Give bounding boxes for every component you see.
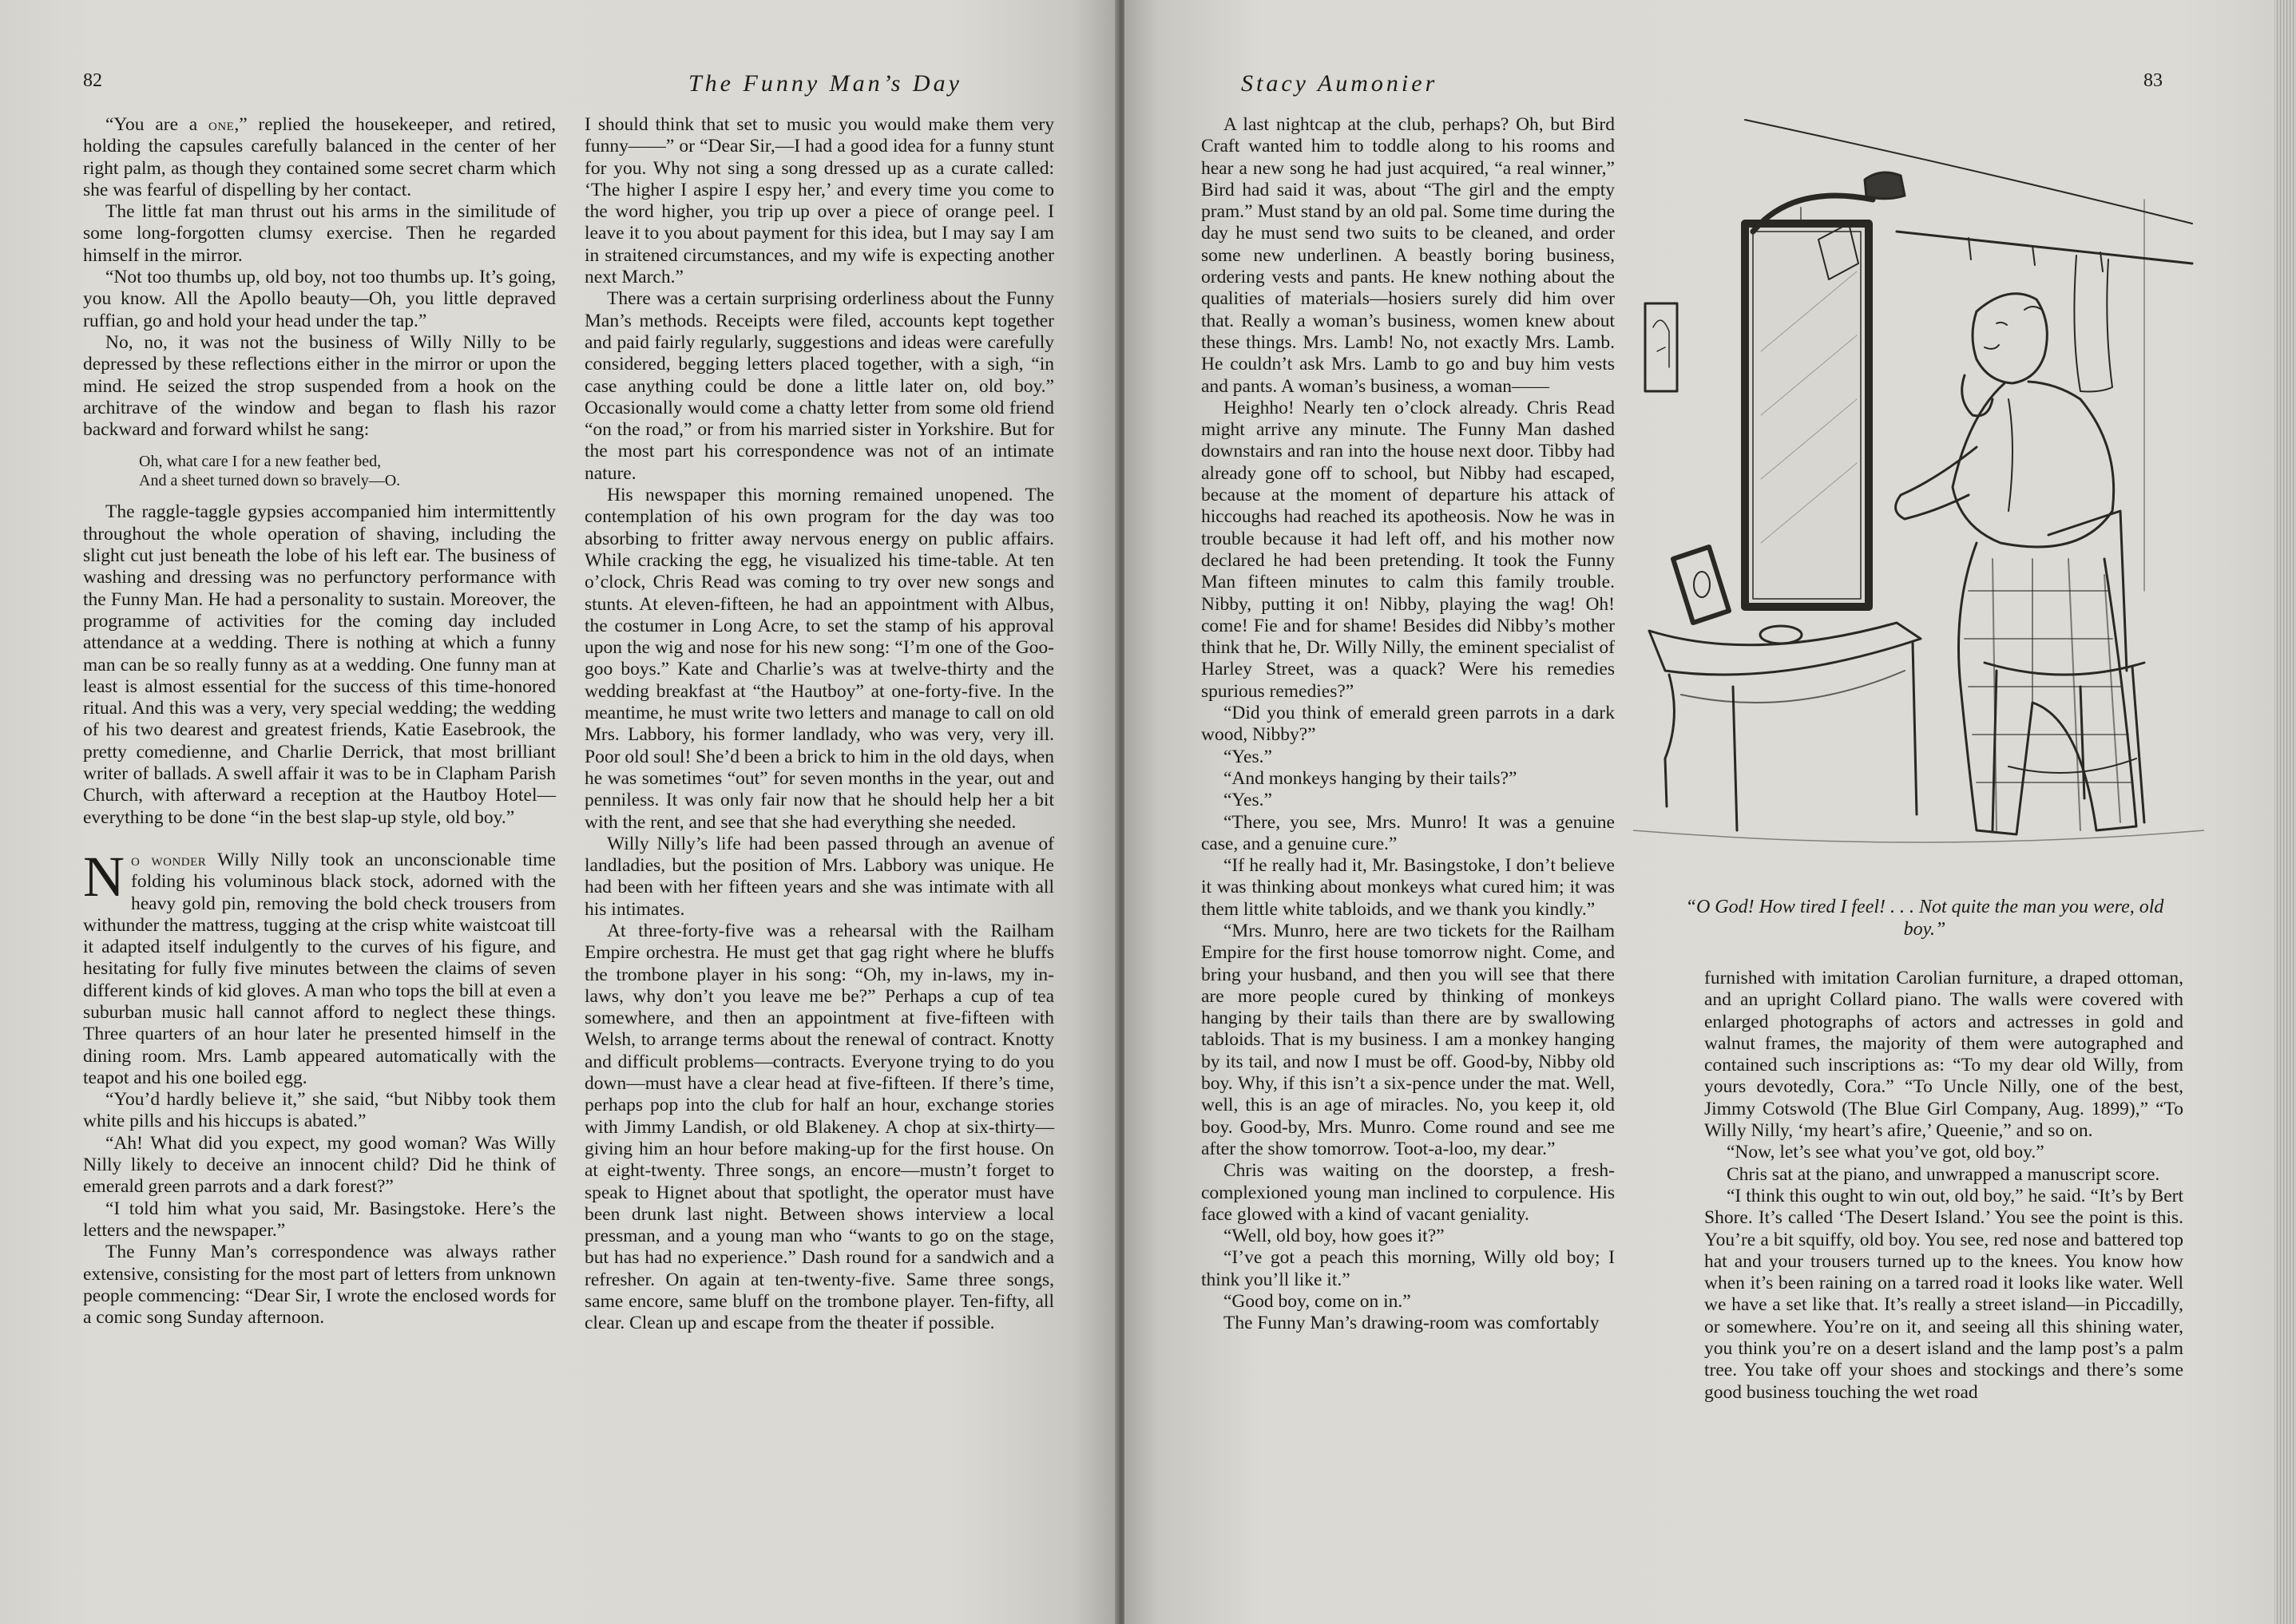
paragraph: “If he really had it, Mr. Basingstoke, I don’t believe it was thinking about monkeys what cured him; it was them little white tabloids, and we thank you kindly.”	[1201, 855, 1615, 920]
left-column-2	[585, 114, 1054, 1335]
paragraph: “Not too thumbs up, old boy, not too thumbs up. It’s going, you know. All the Apollo beauty—Oh, you little depraved ruffian, go and hold your head under the tap.”	[83, 267, 556, 331]
right-column-1	[1201, 114, 1615, 1335]
paragraph: “There, you see, Mrs. Munro! It was a genuine case, and a genuine cure.”	[1201, 811, 1615, 854]
page-edges	[2274, 0, 2296, 1624]
page-number: 82	[83, 70, 102, 91]
illustration-caption: “O God! How tired I feel! . . . Not quite the man you were, old boy.”	[1685, 897, 2164, 940]
paragraph: I should think that set to music you would make them very funny——” or “Dear Sir,—I had a good idea for a funny stunt for you. Why not sing a song dressed up as a curate called: ‘The higher I aspire I espy her,’ and every time you come to the word higher, you trip up over a piece of orange peel. I leave it to you about payment for this idea, but I may say I am in straitened circumstances, and my wife is expecting another next March.”	[585, 114, 1054, 288]
paragraph: The Funny Man’s correspondence was always rather extensive, consisting for the most part of letters from unknown people commencing: “Dear Sir, I wrote the enclosed words for a comic song Sunday afternoon.	[83, 1242, 556, 1329]
song-verse	[83, 452, 556, 490]
running-head-author: Stacy Aumonier	[1241, 70, 1438, 97]
running-head-title: The Funny Man’s Day	[688, 70, 962, 97]
paragraph: “You are a one,” replied the housekeeper, and retired, holding the capsules carefully balanced in the center of her right palm, as though they contained some secret charm which she was fearful of dispelling by her contact.	[83, 114, 557, 200]
paragraph: At three-forty-five was a rehearsal with the Railham Empire orchestra. He must get that gag right where he bluffs the trombone player in his song: “Oh, my in-laws, my in-laws, why don’t you leave me be?” Perhaps a cup of tea somewhere, and then an appointment at five-fifteen with Welsh, to arrange terms about the renewal of contract. Knotty and difficult problems—contracts. Everyone trying to do you down—must have a clear head at five-fifteen. If there’s time, perhaps pop into the club for half an hour, exchange stories with Jimmy Landish, or old Blakeney. A chop at six-thirty—giving him an hour before making-up for the first house. On at eight-twenty. Three songs, an encore—mustn’t forget to speak to Hignet about that spotlight, the operator must have been drunk last night. Between shows interview a local pressman, and a young man who “wants to go on the stage, but has had no experience.” Dash round for a sandwich and a refresher. On again at ten-twenty-five. Same three songs, same encore, same bluff on the trombone player. Ten-fifty, all clear. Clean up and escape from the theater if possible.	[585, 920, 1054, 1334]
paragraph: “Mrs. Munro, here are two tickets for the Railham Empire for the first house tomorrow night. Come, and bring your husband, and then you will see that there are more people cured by thinking of monkeys hanging by their tails than there are by swallowing tabloids. That is my business. I am a monkey hanging by its tail, and now I must be off. Good-by, Nibby old boy. Why, if this isn’t a six-pence under the mat. Well, well, this is an age of miracles. No, you keep it, old boy. Good-by, Mrs. Munro. Come round and see me after the show tomorrow. Toot-a-loo, my dear.”	[1201, 920, 1615, 1159]
paragraph: “I’ve got a peach this morning, Willy old boy; I think you’ll like it.”	[1201, 1247, 1615, 1290]
paragraph: Chris sat at the piano, and unwrapped a manuscript score.	[1727, 1163, 2160, 1185]
verse-line: And a sheet turned down so bravely—O.	[139, 472, 401, 490]
left-page	[0, 0, 1118, 1624]
paragraph: Chris was waiting on the doorstep, a fresh-complexioned young man inclined to corpulence. His face glowed with a kind of vacant geniality.	[1201, 1160, 1615, 1225]
page-number: 83	[2143, 70, 2163, 91]
paragraph: “You’d hardly believe it,” she said, “but Nibby took them white pills and his hiccups is abated.”	[83, 1089, 556, 1132]
section-opening-paragraph: No wonder Willy Nilly took an unconscionable time folding his voluminous black stock, adorned with the heavy gold pin, removing the bold check trousers from withunder the mattress, tugging at the crisp white waistcoat till it adapted itself indulgently to the curves of his figure, and hesitating for fully five minutes between the claims of seven different kinds of kid gloves. A man who tops the bill at even a suburban music hall cannot afford to neglect these things. Three quarters of an hour later he presented himself in the dining room. Mrs. Lamb appeared automatically with the teapot and his one boiled egg.	[83, 844, 556, 1088]
paragraph: His newspaper this morning remained unopened. The contemplation of his own program for the day was too absorbing to fritter away nervous energy on public affairs. While cracking the egg, he visualized his time-table. At ten o’clock, Chris Read was coming to try over new songs and stunts. At eleven-fifteen, he had an appointment with Albus, the costumer in Long Acre, to set the stamp of his approval upon the wig and nose for his new song: “I’m one of the Goo-goo boys.” Kate and Charlie’s was at twelve-thirty and the wedding breakfast at “the Hautboy” at one-forty-five. In the meantime, he must write two letters and manage to call on old Mrs. Labbory, his former landlady, who was very, very ill. Poor old soul! She’d been a brick to him in the old days, when he was sometimes “out” for seven months in the year, out and penniless. It was only fair now that he should help her a bit with the rent, and see that she had everything she needed.	[585, 485, 1054, 833]
paragraph: “I told him what you said, Mr. Basingstoke. Here’s the letters and the newspaper.”	[83, 1198, 556, 1241]
drop-cap: N	[83, 844, 125, 909]
verse-line: Oh, what care I for a new feather bed,	[139, 453, 382, 471]
paragraph: Willy Nilly’s life had been passed through an avenue of landladies, but the position of Mrs. Labbory was unique. He had been with her fifteen years and she was intimate with all his intimates.	[585, 833, 1054, 920]
paragraph: “And monkeys hanging by their tails?”	[1223, 767, 1517, 789]
paragraph: The Funny Man’s drawing-room was comfortably	[1223, 1313, 1600, 1334]
paragraph: The little fat man thrust out his arms in the similitude of some long-forgotten clumsy exercise. Then he regarded himself in the mirror.	[83, 201, 556, 266]
paragraph: “I think this ought to win out, old boy,” he said. “It’s by Bert Shore. It’s called ‘The Desert Island.’ You see the point is this. You’re a bit squiffy, old boy. You see, red nose and battered top hat and your trousers turned up to the knees. You know how when it’s been raining on a tarred road it looks like water. Well we have a set like that. It’s really a street island—in Piccadilly, or somewhere. You’re on it, and seeing all this shining water, you think you’re on a desert island and the lamp post’s a palm tree. You take off your shoes and stockings and there’s some good business touching the wet road	[1704, 1185, 2183, 1403]
paragraph: A last nightcap at the club, perhaps? Oh, but Bird Craft wanted him to toddle along to his rooms and hear a new song he had just acquired, “a real winner,” Bird had said it was, about “The girl and the empty pram.” Must stand by an old pal. Some time during the day he must send two suits to be cleaned, and order some new underlinen. A beastly boring business, ordering vests and pants. He knew nothing about the qualities of materials—hosiers surely did him over that. Really a woman’s business, women knew about these things. Mrs. Lamb! No, not exactly Mrs. Lamb. He couldn’t ask Mrs. Lamb to go and buy him vests and pants. A woman’s business, a woman——	[1201, 114, 1615, 397]
paragraph: “Now, let’s see what you’ve got, old boy.”	[1727, 1142, 2044, 1163]
paragraph: “Did you think of emerald green parrots in a dark wood, Nibby?”	[1201, 703, 1615, 746]
left-column-1	[83, 114, 556, 1329]
paragraph: “Yes.”	[1223, 746, 1272, 767]
paragraph: “Yes.”	[1223, 790, 1272, 811]
paragraph: No, no, it was not the business of Willy Nilly to be depressed by these reflections either in the mirror or upon the mind. He seized the strop suspended from a hook on the architrave of the window and began to flash his razor backward and forward whilst he sang:	[83, 331, 556, 441]
right-column-2	[1704, 968, 2183, 1404]
paragraph: “Ah! What did you expect, my good woman? Was Willy Nilly likely to deceive an innocent child? Did he think of emerald green parrots and a dark forest?”	[83, 1132, 556, 1198]
paragraph: Heighho! Nearly ten o’clock already. Chris Read might arrive any minute. The Funny Man dashed downstairs and ran into the house next door. Tibby had already gone off to school, but Nibby had escaped, because at the moment of departure his attack of hiccoughs had reached its apotheosis. Now he was in trouble because it had left off, and his mother now declared he had been pretending. It took the Funny Man fifteen minutes to calm this family trouble. Nibby, putting it on! Nibby, playing the wag! Oh! come! Fie and for shame! Besides did Nibby’s mother think that he, Dr. Willy Nilly, the eminent specialist of Harley Street, was a quack? Were his remedies spurious remedies?”	[1201, 397, 1615, 702]
paragraph: There was a certain surprising orderliness about the Funny Man’s methods. Receipts were filed, accounts kept together and paid fairly regularly, suggestions and ideas were carefully considered, begging letters placed together, with a sigh, “in case anything could be done a little later on, old boy.” Occasionally would come a chatty letter from some old friend “on the road,” or from his married sister in Yorkshire. But for the most part his correspondence was not of an intimate nature.	[585, 288, 1054, 484]
paragraph: The raggle-taggle gypsies accompanied him intermittently throughout the whole operation of shaving, including the slight cut just beneath the lobe of his left ear. The business of washing and dressing was no perfunctory performance with the Funny Man. He had a personality to sustain. Moreover, the programme of activities for the coming day included attendance at a wedding. There is nothing at which a funny man can be so really funny as at a wedding. One funny man at least is almost essential for the success of this time-honored ritual. And this was a very, very special wedding; the wedding of his two dearest and greatest friends, Katie Easebrook, the pretty comedienne, and Charlie Derrick, that most brilliant writer of ballads. A swell affair it was to be in Clapham Parish Church, with afterward a reception at the Hautboy Hotel—everything to be done “in the best slap-up style, old boy.”	[83, 501, 556, 828]
paragraph: furnished with imitation Carolian furniture, a draped ottoman, and an upright Collard piano. The walls were covered with enlarged photographs of actors and actresses in gold and walnut frames, the majority of them were autographed and contained such inscriptions as: “To my dear old Willy, from yours devotedly, Cora.” “To Uncle Nilly, one of the best, Jimmy Cotswold (The Blue Girl Company, Aug. 1899),” “To Willy Nilly, ‘my heart’s afire,’ Queenie,” and so on.	[1704, 968, 2183, 1142]
paragraph: “Good boy, come on in.”	[1223, 1291, 1411, 1313]
illustration-man-at-mirror	[1633, 112, 2204, 870]
paragraph: “Well, old boy, how goes it?”	[1223, 1226, 1445, 1247]
